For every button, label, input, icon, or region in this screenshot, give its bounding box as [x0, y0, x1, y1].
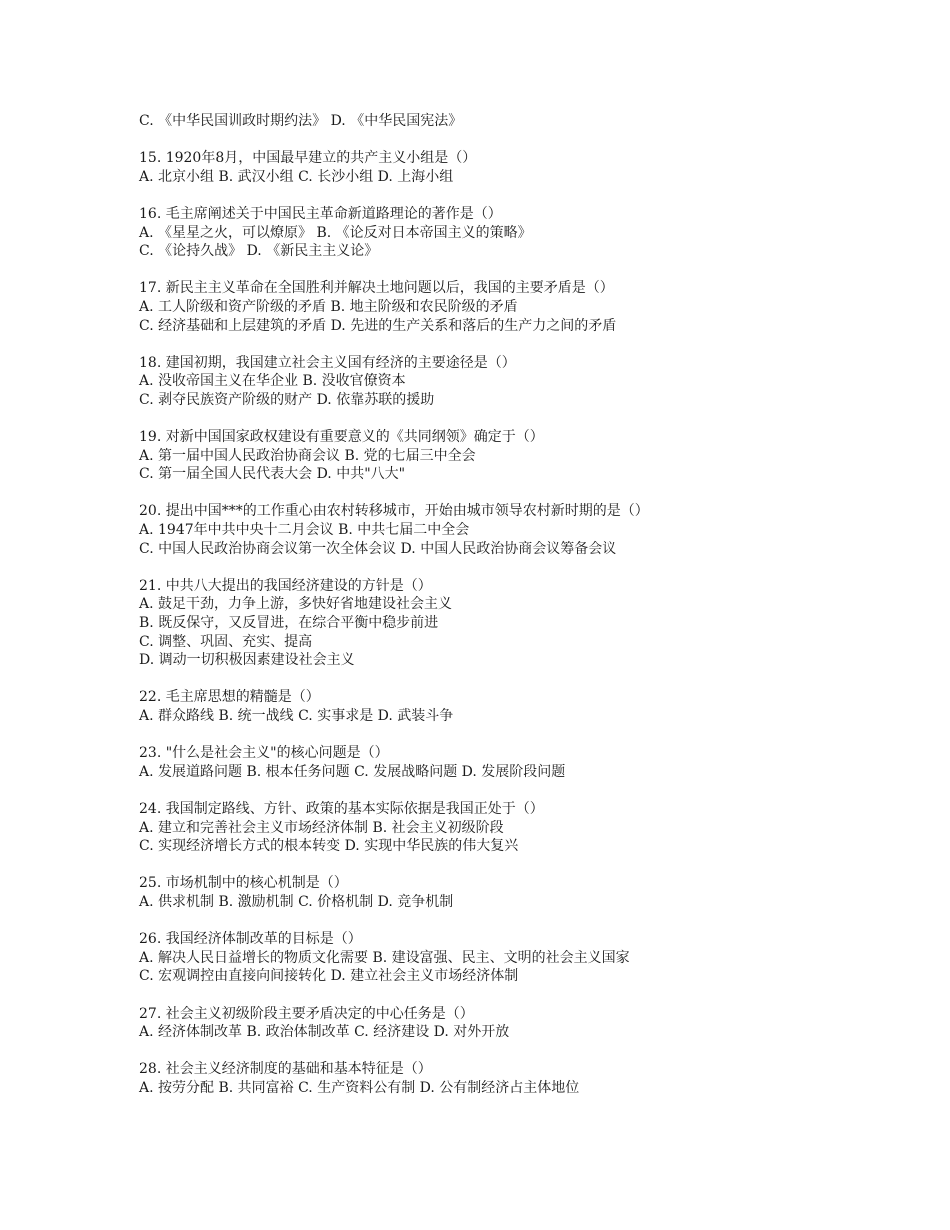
question-block: [139, 502, 919, 558]
option-line: A. 经济体制改革 B. 政治体制改革 C. 经济建设 D. 对外开放: [139, 1024, 510, 1041]
option-line: C. 实现经济增长方式的根本转变 D. 实现中华民族的伟大复兴: [139, 838, 519, 855]
option-line: C. 调整、巩固、充实、提高: [139, 633, 313, 650]
question-block: [139, 1060, 919, 1097]
question-block: [139, 874, 919, 911]
question-block: [139, 1005, 919, 1042]
question-block: [139, 800, 919, 856]
question-text: 17. 新民主主义革命在全国胜利并解决土地问题以后，我国的主要矛盾是（）: [139, 280, 614, 297]
question-block: [139, 744, 919, 781]
option-line: C. 剥夺民族资产阶级的财产 D. 依靠苏联的援助: [139, 391, 435, 408]
question-text: 21. 中共八大提出的我国经济建设的方针是（）: [139, 577, 432, 594]
question-block: [139, 688, 919, 725]
option-line: C. 《中华民国训政时期约法》 D. 《中华民国宪法》: [139, 113, 463, 129]
question-block: [139, 354, 919, 410]
question-block: [139, 279, 919, 335]
option-line: A. 建立和完善社会主义市场经济体制 B. 社会主义初级阶段: [139, 819, 504, 836]
option-line: A. 工人阶级和资产阶级的矛盾 B. 地主阶级和农民阶级的矛盾: [139, 298, 518, 315]
question-text: 22. 毛主席思想的精髓是（）: [139, 689, 320, 706]
question-block: [139, 930, 919, 986]
option-line: D. 调动一切积极因素建设社会主义: [139, 652, 355, 669]
option-line: B. 既反保守，又反冒进，在综合平衡中稳步前进: [139, 615, 439, 632]
option-line: C. 经济基础和上层建筑的矛盾 D. 先进的生产关系和落后的生产力之间的矛盾: [139, 317, 617, 334]
question-text: 15. 1920年8月，中国最早建立的共产主义小组是（）: [139, 150, 477, 167]
document-page: [139, 112, 919, 1116]
option-line: C. 宏观调控由直接向间接转化 D. 建立社会主义市场经济体制: [139, 968, 519, 985]
option-line: A. 供求机制 B. 激励机制 C. 价格机制 D. 竞争机制: [139, 893, 454, 910]
option-line: A. 北京小组 B. 武汉小组 C. 长沙小组 D. 上海小组: [139, 168, 454, 185]
question-options-continued: [139, 112, 919, 131]
question-text: 27. 社会主义初级阶段主要矛盾决定的中心任务是（）: [139, 1005, 474, 1022]
question-text: 23. "什么是社会主义"的核心问题是（）: [139, 745, 389, 762]
option-line: A. 没收帝国主义在华企业 B. 没收官僚资本: [139, 373, 406, 390]
question-text: 28. 社会主义经济制度的基础和基本特征是（）: [139, 1061, 432, 1078]
question-text: 26. 我国经济体制改革的目标是（）: [139, 931, 362, 948]
question-text: 18. 建国初期，我国建立社会主义国有经济的主要途径是（）: [139, 354, 516, 371]
question-block: [139, 205, 919, 261]
option-line: A. 《星星之火，可以燎原》 B. 《论反对日本帝国主义的策略》: [139, 224, 532, 241]
question-text: 16. 毛主席阐述关于中国民主革命新道路理论的著作是（）: [139, 205, 502, 222]
option-line: A. 第一届中国人民政治协商会议 B. 党的七届三中全会: [139, 447, 476, 464]
question-text: 25. 市场机制中的核心机制是（）: [139, 875, 348, 892]
option-line: A. 鼓足干劲，力争上游，多快好省地建设社会主义: [139, 596, 453, 613]
option-line: A. 按劳分配 B. 共同富裕 C. 生产资料公有制 D. 公有制经济占主体地位: [139, 1079, 580, 1096]
option-line: C. 第一届全国人民代表大会 D. 中共"八大": [139, 466, 406, 483]
option-line: A. 发展道路问题 B. 根本任务问题 C. 发展战略问题 D. 发展阶段问题: [139, 763, 566, 780]
question-block: [139, 149, 919, 186]
option-line: C. 中国人民政治协商会议第一次全体会议 D. 中国人民政治协商会议筹备会议: [139, 540, 617, 557]
option-line: C. 《论持久战》 D. 《新民主主义论》: [139, 243, 379, 260]
question-text: 20. 提出中国***的工作重心由农村转移城市，开始由城市领导农村新时期的是（）: [139, 503, 649, 520]
question-text: 19. 对新中国国家政权建设有重要意义的《共同纲领》确定于（）: [139, 429, 544, 446]
question-block: [139, 577, 919, 670]
question-block: [139, 428, 919, 484]
option-line: A. 解决人民日益增长的物质文化需要 B. 建设富强、民主、文明的社会主义国家: [139, 949, 630, 966]
option-line: A. 1947年中共中央十二月会议 B. 中共七届二中全会: [139, 522, 470, 539]
question-text: 24. 我国制定路线、方针、政策的基本实际依据是我国正处于（）: [139, 800, 544, 817]
option-line: A. 群众路线 B. 统一战线 C. 实事求是 D. 武装斗争: [139, 708, 454, 724]
